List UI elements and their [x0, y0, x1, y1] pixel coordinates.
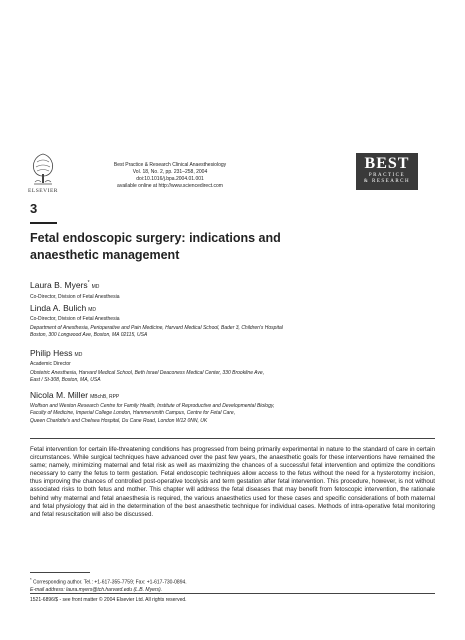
author-name-text: Laura B. Myers [30, 280, 88, 290]
abstract-text: Fetal intervention for certain life-threatening conditions has progressed from being primarily experimental in nature to the standard of care in certain circumstances. While surgical techniques have advanced over the past few years, the anaesthetic goals for these interventions have remained the same; namely, minimizing maternal and fetal risk as well as maximizing the chances of a successful fetal intervention and optimize the conditions necessary to carry the fetus to term gestation. Fetal endoscopic techniques allow access to the fetus without the need for a hysterotomy incision, thus improving the chances of controlled post-operative tocolysis and term gestation after fetal intervention. This procedure, however, is not without associated risks to both fetus and mother. This chapter will address the fetal diseases that may benefit from fetoscopic intervention, the rationale behind why maternal and fetal anaesthesia is required, the various anaesthetics used for these cases and specific considerations of both maternal and fetal physiology that aid in the determination of the best anaesthetic technique for individual cases. Methods of intra-operative fetal monitoring and fetal resuscitation will also be discussed. [30, 446, 435, 518]
chapter-number: 3 [30, 201, 38, 216]
affiliation-line: Obstetric Anesthesia, Harvard Medical School, Beth Israel Deaconess Medical Center, 330 Brookline Ave, [30, 370, 265, 376]
chapter-rule [30, 222, 57, 224]
corresponding-mark: * [87, 280, 90, 287]
author-affiliation [30, 403, 440, 425]
copyright-rule [30, 593, 435, 594]
title-line-1: Fetal endoscopic surgery: indications and [30, 231, 281, 245]
author-name-text: Philip Hess [30, 348, 73, 358]
author-role: Academic Director [30, 361, 71, 367]
copyright-notice: 1521-6896/$ - see front matter © 2004 Elsevier Ltd. All rights reserved. [30, 597, 187, 603]
footnote-mark: * [30, 577, 32, 582]
affiliation-line: Queen Charlotte's and Chelsea Hospital, Du Cane Road, London W12 0NN, UK [30, 417, 208, 424]
elsevier-tree-logo [28, 150, 58, 188]
article-title [30, 230, 330, 264]
publisher-logo-text: ELSEVIER [28, 188, 58, 194]
best-practice-logo [356, 153, 418, 190]
footnote-rule [30, 572, 90, 573]
author-name [30, 303, 96, 313]
journal-online-link[interactable]: available online at http://www.sciencedirect.com [117, 183, 223, 189]
footnote [30, 576, 435, 594]
best-logo-sub1: PRACTICE [368, 173, 406, 178]
author-name-text: Linda A. Bulich [30, 303, 87, 313]
author-affiliation [30, 370, 440, 385]
author-role: Co-Director, Division of Fetal Anesthesia [30, 294, 120, 300]
affiliation-line: Wolfson and Weston Research Centre for Family Health, Institute of Reproductive and Developmental Biology, [30, 403, 275, 409]
journal-doi: doi:10.1016/j.bpa.2004.01.001 [136, 176, 204, 182]
journal-volume: Vol. 18, No. 2, pp. 231–258, 2004 [132, 169, 208, 175]
author-degree: MBchB, RPP [90, 394, 120, 400]
footnote-contact-text: Corresponding author. Tel.: +1-617-355-7759; Fax: +1-617-730-0894. [33, 579, 187, 586]
journal-title: Best Practice & Research Clinical Anaesthesiology [113, 162, 227, 168]
title-line-2: anaesthetic management [30, 248, 180, 262]
author-degree: MD [88, 307, 97, 313]
author-name-text: Nicola M. Miller [30, 390, 89, 400]
best-logo-sub2: & RESEARCH [363, 179, 411, 184]
affiliation-line: Department of Anesthesia, Perioperative and Pain Medicine, Harvard Medical School, Bader 3, Children's Hospital [30, 325, 283, 331]
author-degree: MD [74, 352, 83, 358]
author-degree: MD [91, 284, 100, 290]
section-divider [30, 438, 435, 439]
author-affiliation [30, 325, 440, 340]
author-name [30, 348, 82, 358]
journal-info [80, 162, 260, 190]
affiliation-line: East / St-308, Boston, MA, USA [30, 377, 101, 384]
footnote-contact [30, 576, 435, 587]
footnote-email[interactable]: E-mail address: laura.myers@tch.harvard.edu (L.B. Myers). [30, 586, 163, 593]
author-name [30, 390, 119, 400]
author-role: Co-Director, Division of Fetal Anesthesia [30, 316, 120, 322]
affiliation-line: Boston, 300 Longwood Ave, Boston, MA 02115, USA [30, 332, 148, 339]
affiliation-line: Faculty of Medicine, Imperial College London, Hammersmith Campus, Centre for Fetal Care, [30, 410, 236, 417]
author-name [30, 280, 99, 290]
best-logo-main: BEST [364, 155, 410, 172]
